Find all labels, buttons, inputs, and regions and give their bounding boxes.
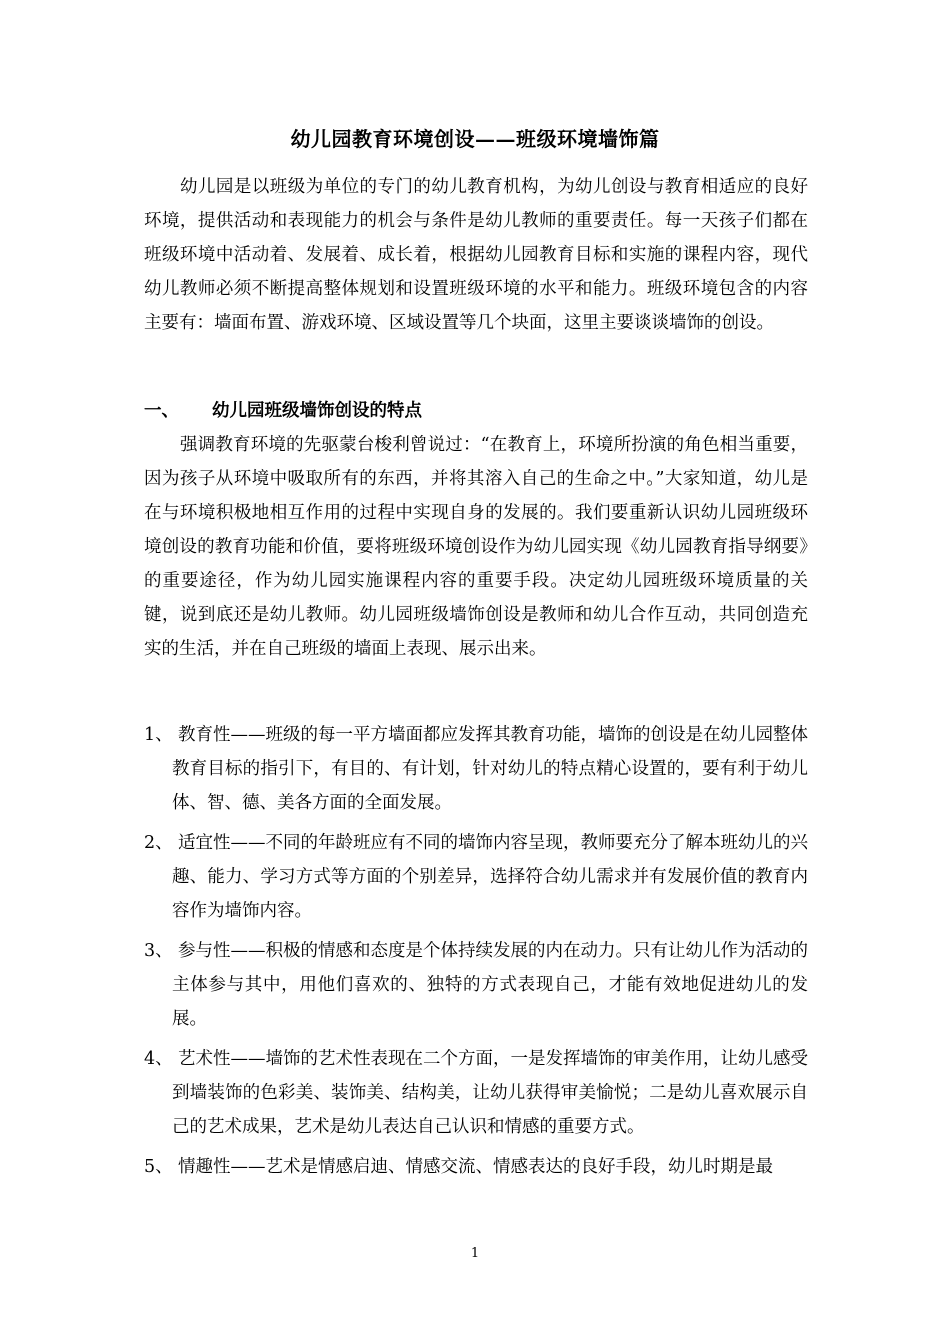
- list-item-number: 5、: [144, 1157, 173, 1177]
- list-item: [144, 934, 808, 1036]
- document-title: 幼儿园教育环境创设——班级环境墙饰篇: [290, 127, 660, 151]
- list-item-text: 适宜性——不同的年龄班应有不同的墙饰内容呈现，教师要充分了解本班幼儿的兴趣、能力、学习方式等方面的个别差异，选择符合幼儿需求并有发展价值的教育内容作为墙饰内容。: [172, 833, 808, 921]
- list-item-number: 3、: [144, 941, 173, 961]
- list-item-number: 1、: [144, 725, 173, 745]
- list-item-text: 参与性——积极的情感和态度是个体持续发展的内在动力。只有让幼儿作为活动的主体参与其中，用他们喜欢的、独特的方式表现自己，才能有效地促进幼儿的发展。: [172, 941, 808, 1029]
- list-item-text: 艺术性——墙饰的艺术性表现在二个方面，一是发挥墙饰的审美作用，让幼儿感受到墙装饰的色彩美、装饰美、结构美，让幼儿获得审美愉悦；二是幼儿喜欢展示自己的艺术成果，艺术是幼儿表达自己认识和情感的重要方式。: [172, 1049, 808, 1137]
- list-item: [144, 718, 808, 820]
- feature-list: [144, 718, 808, 1190]
- list-item-number: 4、: [144, 1049, 173, 1069]
- section-heading: [144, 394, 808, 428]
- list-item: [144, 1042, 808, 1144]
- section-number: 一、: [144, 401, 179, 421]
- section-title: 幼儿园班级墙饰创设的特点: [212, 401, 422, 421]
- list-item-text: 情趣性——艺术是情感启迪、情感交流、情感表达的良好手段，幼儿时期是最: [178, 1157, 773, 1177]
- section-paragraph: 强调教育环境的先驱蒙台梭利曾说过：“在教育上，环境所扮演的角色相当重要，因为孩子从环境中吸取所有的东西，并将其溶入自己的生命之中。”大家知道，幼儿是在与环境积极地相互作用的过程中实现自身的发展的。我们要重新认识幼儿园班级环境创设的教育功能和价值，要将班级环境创设作为幼儿园实现《幼儿园教育指导纲要》的重要途径，作为幼儿园实施课程内容的重要手段。决定幼儿园班级环境质量的关键，说到底还是幼儿教师。幼儿园班级墙饰创设是教师和幼儿合作互动，共同创造充实的生活，并在自己班级的墙面上表现、展示出来。: [144, 435, 808, 659]
- list-item: [144, 1150, 808, 1184]
- intro-paragraph: 幼儿园是以班级为单位的专门的幼儿教育机构，为幼儿创设与教育相适应的良好环境，提供活动和表现能力的机会与条件是幼儿教师的重要责任。每一天孩子们都在班级环境中活动着、发展着、成长着，根据幼儿园教育目标和实施的课程内容，现代幼儿教师必须不断提高整体规划和设置班级环境的水平和能力。班级环境包含的内容主要有：墙面布置、游戏环境、区域设置等几个块面，这里主要谈谈墙饰的创设。: [144, 177, 808, 333]
- list-item: [144, 826, 808, 928]
- list-item-text: 教育性——班级的每一平方墙面都应发挥其教育功能，墙饰的创设是在幼儿园整体教育目标的指引下，有目的、有计划，针对幼儿的特点精心设置的，要有利于幼儿体、智、德、美各方面的全面发展。: [172, 725, 808, 813]
- page-number: 1: [470, 1246, 480, 1261]
- list-item-number: 2、: [144, 833, 173, 853]
